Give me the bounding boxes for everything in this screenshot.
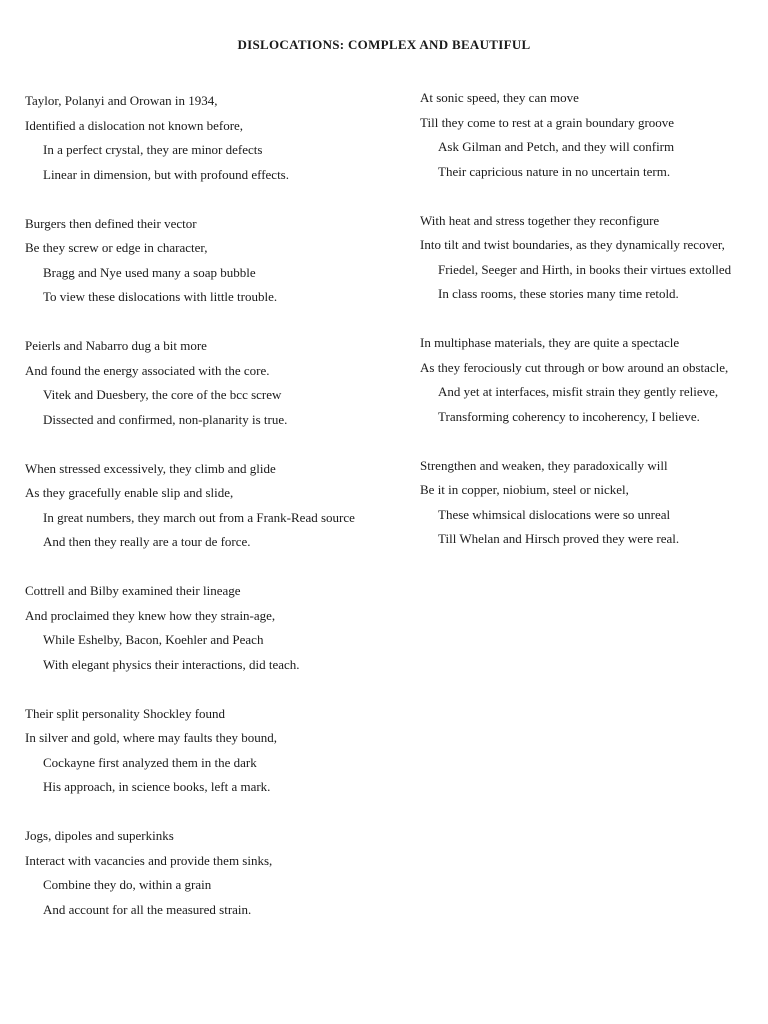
poem-line: Bragg and Nye used many a soap bubble — [43, 264, 256, 280]
poem-line: When stressed excessively, they climb and glide — [25, 460, 276, 476]
stanza — [420, 86, 760, 184]
poem-line: Identified a dislocation not known before, — [25, 117, 244, 133]
left-column — [25, 89, 405, 947]
stanza — [25, 579, 405, 677]
poem-line: In a perfect crystal, they are minor defects — [43, 142, 263, 157]
poem-line: In great numbers, they march out from a Frank-Read source — [43, 509, 355, 525]
poem-line: Combine they do, within a grain — [43, 877, 212, 892]
stanza — [25, 824, 405, 922]
stanza — [420, 209, 760, 307]
poem-line: In multiphase materials, they are quite a spectacle — [420, 335, 680, 350]
poem-line: Till Whelan and Hirsch proved they were real. — [438, 531, 680, 546]
poem-line: Peierls and Nabarro dug a bit more — [25, 338, 207, 353]
poem-line: Linear in dimension, but with profound effects. — [43, 166, 289, 182]
poem-line: His approach, in science books, left a mark. — [43, 779, 271, 794]
stanza — [420, 331, 760, 429]
poem-line: Their split personality Shockley found — [25, 705, 226, 721]
poem-line: As they gracefully enable slip and slide, — [25, 485, 234, 500]
poem-line: Jogs, dipoles and superkinks — [25, 828, 174, 843]
poem-line: Be it in copper, niobium, steel or nickel, — [420, 482, 629, 497]
poem-line: And proclaimed they knew how they strain-age, — [25, 607, 276, 623]
stanza — [25, 702, 405, 800]
poem-line: These whimsical dislocations were so unreal — [438, 506, 671, 522]
poem-line: Burgers then defined their vector — [25, 215, 197, 231]
poem-title: DISLOCATIONS: COMPLEX AND BEAUTIFUL — [237, 37, 531, 52]
poem-line: And found the energy associated with the core. — [25, 362, 270, 378]
poem-line: With heat and stress together they reconfigure — [420, 212, 660, 228]
poem-line: With elegant physics their interactions, did teach. — [43, 656, 300, 672]
poem-line: In class rooms, these stories many time retold. — [438, 286, 679, 301]
poem-line: At sonic speed, they can move — [420, 90, 579, 105]
poem-line: Be they screw or edge in character, — [25, 240, 208, 255]
poem-line: And then they really are a tour de force. — [43, 534, 251, 549]
poem-line: Interact with vacancies and provide them sinks, — [25, 852, 273, 868]
poem-line: Into tilt and twist boundaries, as they dynamically recover, — [420, 237, 725, 252]
poem-line: As they ferociously cut through or bow around an obstacle, — [420, 359, 729, 375]
poem-line: And yet at interfaces, misfit strain they gently relieve, — [438, 384, 719, 399]
stanza — [25, 89, 405, 187]
poem-line: Strengthen and weaken, they paradoxically will — [420, 457, 668, 473]
poem-line: And account for all the measured strain. — [43, 901, 252, 917]
poem-line: Cockayne first analyzed them in the dark — [43, 754, 257, 770]
poem-line: Transforming coherency to incoherency, I believe. — [438, 408, 700, 424]
poem-line: Friedel, Seeger and Hirth, in books their virtues extolled — [438, 261, 732, 277]
poem-line: Taylor, Polanyi and Orowan in 1934, — [25, 93, 218, 108]
right-column — [420, 86, 760, 576]
poem-line: Cottrell and Bilby examined their lineage — [25, 583, 241, 598]
poem-line: Till they come to rest at a grain boundary groove — [420, 114, 675, 130]
poem-line: While Eshelby, Bacon, Koehler and Peach — [43, 632, 264, 647]
poem-line: In silver and gold, where may faults they bound, — [25, 730, 277, 745]
poem-line: Ask Gilman and Petch, and they will confirm — [438, 139, 675, 154]
stanza — [25, 212, 405, 310]
poem-line: Their capricious nature in no uncertain term. — [438, 163, 671, 179]
poem-line: Dissected and confirmed, non-planarity is true. — [43, 411, 288, 427]
stanza — [25, 457, 405, 555]
stanza — [25, 334, 405, 432]
stanza — [420, 454, 760, 552]
poem-line: To view these dislocations with little trouble. — [43, 289, 278, 304]
poem-line: Vitek and Duesbery, the core of the bcc screw — [43, 387, 282, 402]
